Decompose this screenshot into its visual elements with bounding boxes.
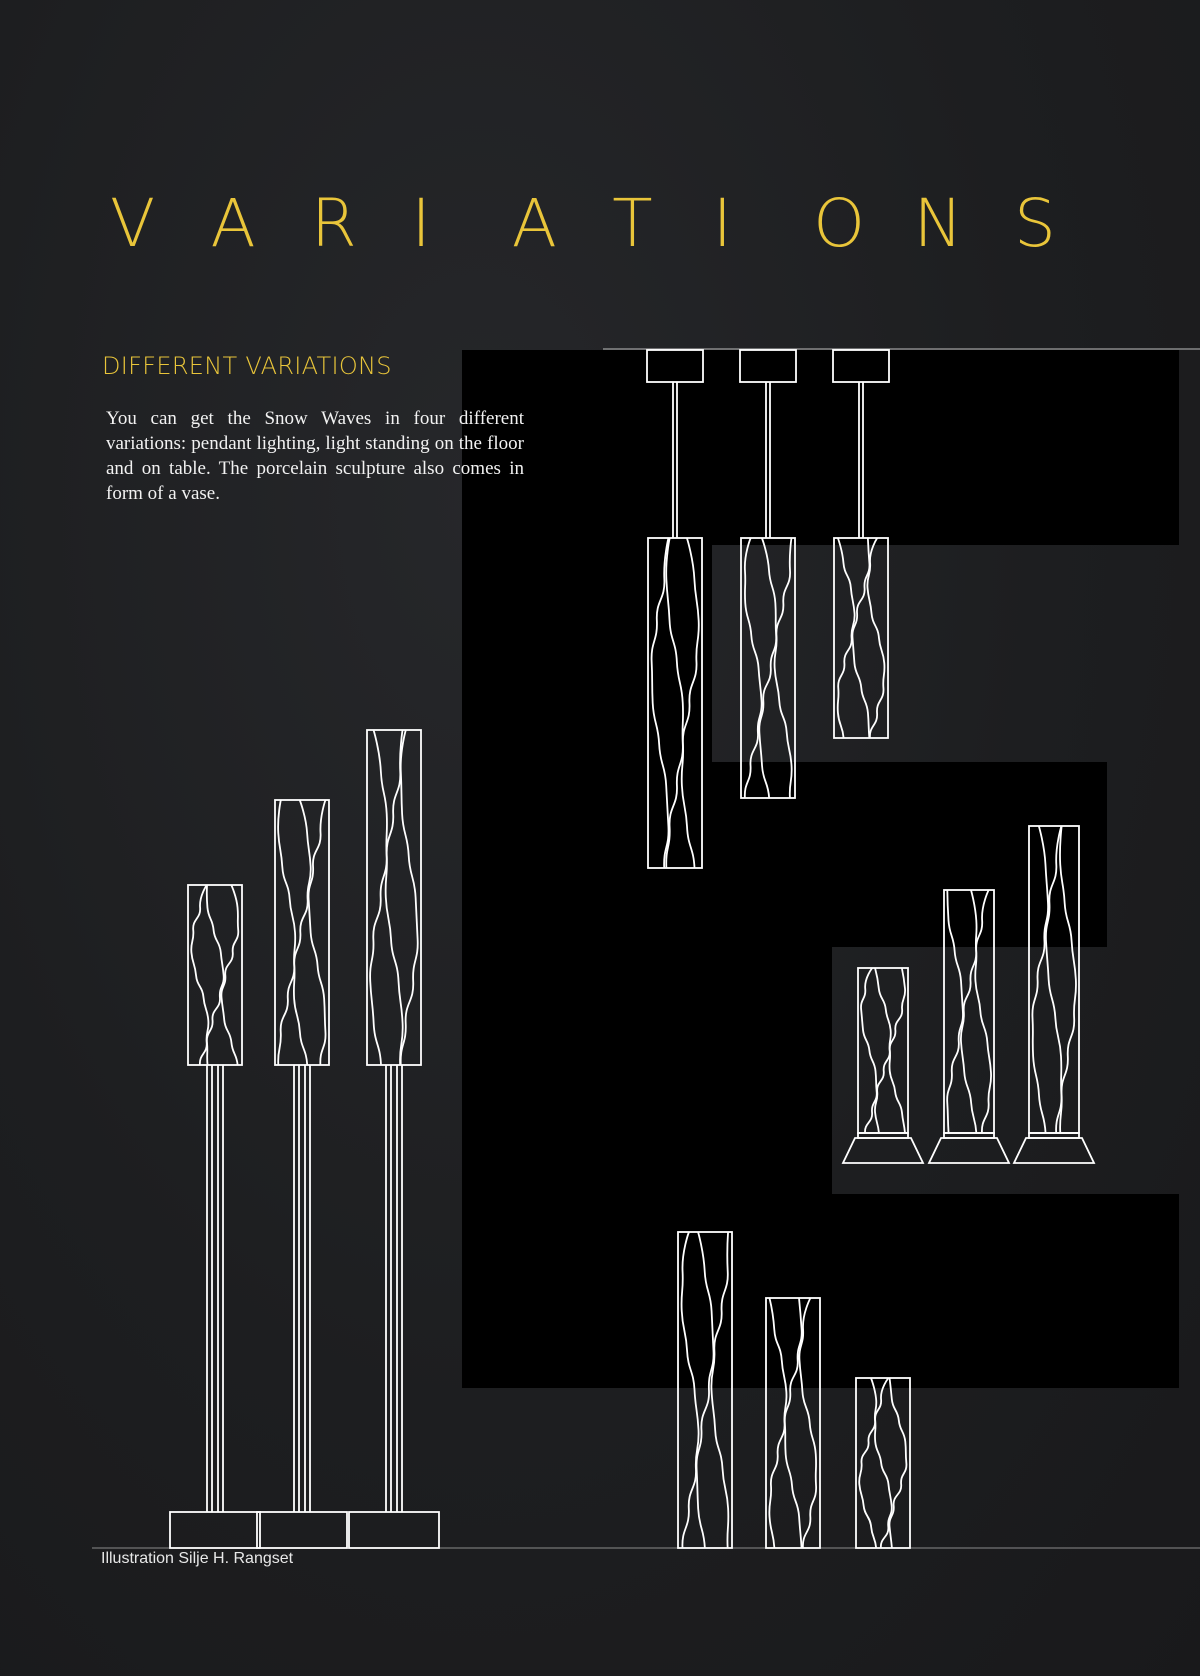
wave-line (875, 968, 891, 1133)
floor-lamp-illustration (170, 885, 260, 1548)
wave-line (309, 800, 326, 1065)
wave-line (278, 800, 295, 1065)
lamp-shade (367, 730, 421, 1065)
shade-outline (834, 538, 888, 738)
lamp-shade (834, 538, 888, 738)
wave-line (889, 1378, 906, 1548)
wave-line (852, 538, 869, 738)
table-lamp-base (1014, 1138, 1094, 1163)
wave-line (745, 538, 762, 798)
table-lamp-base (843, 1138, 923, 1163)
floor-lamp-base (349, 1512, 439, 1548)
table-lamp-base (929, 1138, 1009, 1163)
wave-line (774, 538, 791, 798)
wave-line (867, 538, 884, 738)
wave-line (759, 538, 776, 798)
wave-line (207, 885, 224, 1065)
floor-lamp-base (170, 1512, 260, 1548)
floor-lamp-illustration (257, 800, 347, 1548)
shade-outline (367, 730, 421, 1065)
wave-line (401, 730, 418, 1065)
lamp-shade (741, 538, 795, 798)
illustration-credit: Illustration Silje H. Rangset (101, 1550, 294, 1567)
wave-line (386, 730, 403, 1065)
table-lamp-illustration (843, 968, 923, 1163)
shade-outline (856, 1378, 910, 1548)
wave-line (889, 968, 905, 1133)
wave-line (191, 885, 208, 1065)
lamp-shade (275, 800, 329, 1065)
lamp-shade (856, 1378, 910, 1548)
wave-line (294, 800, 311, 1065)
page-title: V A R I A T I O N S (110, 185, 1056, 262)
wave-line (370, 730, 387, 1065)
shade-outline (741, 538, 795, 798)
e-letter-backdrop (462, 350, 1179, 1388)
lamp-shade (188, 885, 242, 1065)
lamp-shade (858, 968, 908, 1133)
floor-lamp-base (257, 1512, 347, 1548)
wave-line (859, 1378, 876, 1548)
section-heading: DIFFERENT VARIATIONS (102, 352, 392, 380)
floor-lamp-illustration (349, 730, 439, 1548)
description-paragraph: You can get the Snow Waves in four different variations: pendant lighting, light standing on the floor and on table. The porcelain sculpture also comes in form of a vase. (106, 408, 524, 504)
vase-illustration (856, 1378, 910, 1548)
